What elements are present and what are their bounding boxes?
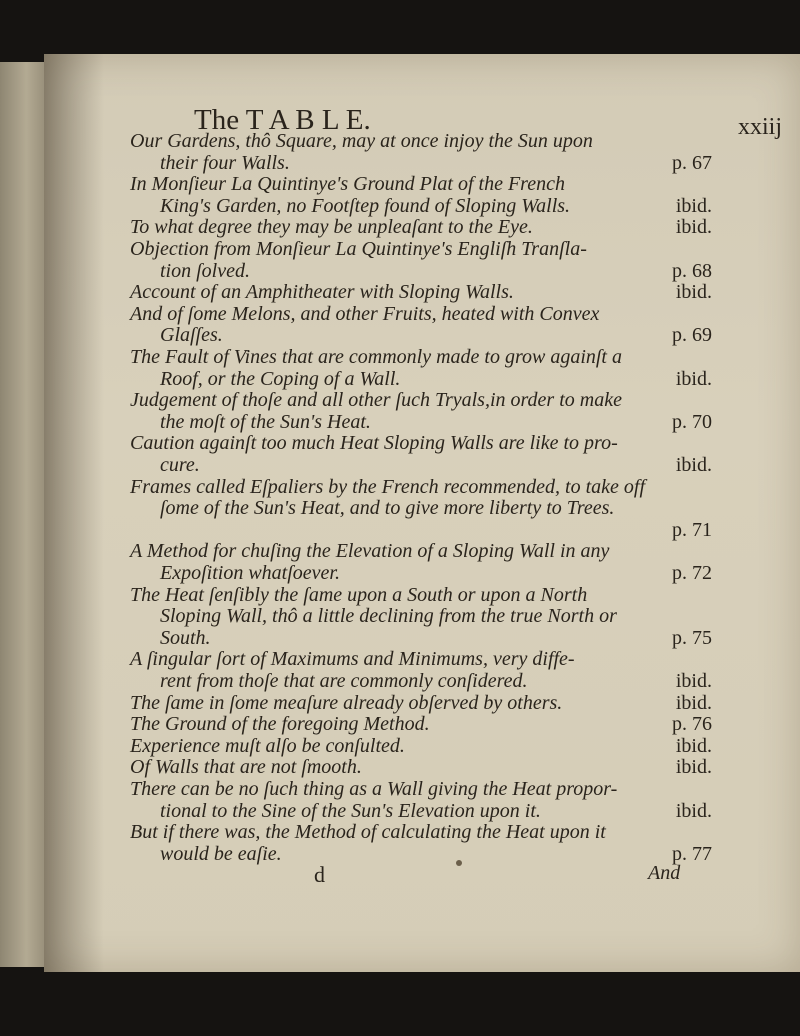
- toc-page-ref: p. 75: [672, 626, 712, 649]
- toc-line: [160, 605, 712, 628]
- toc-line: [160, 670, 712, 693]
- toc-page-ref: ibid.: [675, 799, 712, 822]
- toc-entry-text: And of ſome Melons, and other Fruits, heated with Convex: [130, 302, 600, 325]
- catchword: And: [648, 862, 681, 884]
- toc-entry-text: The Fault of Vines that are commonly made to grow againſt a: [130, 346, 622, 368]
- toc-entry-text: Glaſſes.: [160, 324, 223, 347]
- toc-page-ref: ibid.: [675, 281, 712, 304]
- toc-entry-text: Sloping Wall, thô a little declining from the true North or: [160, 605, 617, 628]
- toc-entry-text: rent from thoſe that are commonly conſidered.: [160, 670, 528, 692]
- toc-line: [160, 368, 712, 391]
- toc-line: [130, 389, 712, 412]
- toc-line: [130, 713, 712, 736]
- toc-entry-text: Objection from Monſieur La Quintinye's Engliſh Tranſla-: [130, 238, 587, 260]
- toc-line: [130, 756, 712, 779]
- toc-page-ref: ibid.: [675, 691, 712, 714]
- toc-page-ref: ibid.: [675, 734, 712, 757]
- toc-entry-text: tional to the Sine of the Sun's Elevation upon it.: [160, 799, 541, 822]
- toc-line: [130, 130, 712, 153]
- toc-line: [130, 648, 712, 671]
- toc-line: [160, 627, 712, 650]
- toc-entry-text: The Ground of the foregoing Method.: [130, 713, 430, 736]
- toc-entry-text: There can be no ſuch thing as a Wall giving the Heat propor-: [130, 778, 618, 800]
- toc-entry-text: the moſt of the Sun's Heat.: [160, 410, 371, 433]
- toc-line: [130, 735, 712, 758]
- toc-page-ref: ibid.: [675, 670, 712, 692]
- toc-line: [130, 303, 712, 326]
- page-header: The T A B L E.: [194, 104, 371, 136]
- toc-line: [130, 476, 712, 499]
- toc-line: [160, 843, 712, 866]
- toc-line: [160, 260, 712, 283]
- toc-entry-text: Roof, or the Coping of a Wall.: [160, 367, 401, 390]
- toc-entry-text: A Method for chuſing the Elevation of a Sloping Wall in any: [130, 540, 610, 563]
- toc-line: [130, 821, 712, 844]
- toc-entry-text: King's Garden, no Footſtep found of Sloping Walls.: [160, 194, 571, 217]
- toc-entry-text: A ſingular ſort of Maximums and Minimums, very diffe-: [130, 648, 575, 671]
- page-gutter-shadow: [44, 54, 104, 972]
- toc-entry-text: Frames called Eſpaliers by the French recommended, to take off: [130, 475, 646, 498]
- toc-page-ref: ibid.: [675, 194, 712, 217]
- toc-page-ref: p. 70: [672, 410, 712, 433]
- toc-page-ref: ibid.: [675, 367, 712, 390]
- toc-page-ref: ibid.: [675, 756, 712, 779]
- page-number: xxiij: [738, 114, 783, 140]
- toc-page-ref: ibid.: [675, 454, 712, 476]
- toc-entry-text: Account of an Amphitheater with Sloping Walls.: [130, 281, 514, 304]
- toc-line: [130, 584, 712, 607]
- toc-page-ref: p. 67: [672, 151, 712, 174]
- toc-entry-text: Caution againſt too much Heat Sloping Walls are like to pro-: [130, 432, 618, 455]
- signature-mark: d: [314, 862, 325, 887]
- previous-page-edge: [0, 62, 44, 967]
- toc-line: [160, 195, 712, 218]
- toc-entry-text: But if there was, the Method of calculating the Heat upon it: [130, 821, 606, 844]
- paper-speck: [456, 860, 462, 866]
- toc-page-ref: ibid.: [675, 216, 712, 239]
- toc-line: [130, 778, 712, 801]
- toc-entry-text: To what degree they may be unpleaſant to the Eye.: [130, 216, 533, 239]
- toc-page-ref: p. 69: [672, 324, 712, 347]
- toc-entry-text: ſome of the Sun's Heat, and to give more liberty to Trees.: [160, 497, 615, 520]
- toc-page-ref: p. 71: [672, 518, 712, 541]
- toc-entry-text: Our Gardens, thô Square, may at once injoy the Sun upon: [130, 130, 593, 152]
- toc-line: [160, 324, 712, 347]
- toc-entry-text: Of Walls that are not ſmooth.: [130, 756, 362, 779]
- toc-entry-text: The Heat ſenſibly the ſame upon a South or upon a North: [130, 583, 588, 606]
- toc-line: [160, 800, 712, 823]
- toc-line: [130, 692, 712, 715]
- toc-line: [160, 497, 712, 520]
- toc-line: [130, 238, 712, 261]
- toc-entry-text: would be eaſie.: [160, 842, 282, 865]
- toc-line: [130, 519, 712, 542]
- toc-entry-text: In Monſieur La Quintinye's Ground Plat of the French: [130, 173, 565, 196]
- toc-line: [160, 454, 712, 477]
- toc-page-ref: p. 68: [672, 259, 712, 282]
- toc-entry-text: their four Walls.: [160, 151, 290, 174]
- toc-line: [160, 152, 712, 175]
- toc-entry-text: Experience muſt alſo be conſulted.: [130, 734, 405, 757]
- toc-line: [160, 562, 712, 585]
- toc-entry-text: South.: [160, 626, 211, 649]
- toc-line: [130, 540, 712, 563]
- toc-line: [160, 411, 712, 434]
- toc-page-ref: p. 72: [672, 562, 712, 584]
- toc-line: [130, 432, 712, 455]
- toc-line: [130, 281, 712, 304]
- toc-page-ref: p. 76: [672, 713, 712, 736]
- toc-page-ref: p. 77: [672, 842, 712, 865]
- toc-entry-text: The ſame in ſome meaſure already obſerved by others.: [130, 691, 563, 714]
- toc-entry-text: tion ſolved.: [160, 259, 250, 282]
- toc-entry-text: Judgement of thoſe and all other ſuch Tryals,in order to make: [130, 389, 622, 412]
- toc-entry-text: Expoſition whatſoever.: [160, 562, 340, 584]
- toc-line: [130, 346, 712, 369]
- toc-entry-text: cure.: [160, 454, 200, 476]
- toc-line: [130, 216, 712, 239]
- toc-line: [130, 173, 712, 196]
